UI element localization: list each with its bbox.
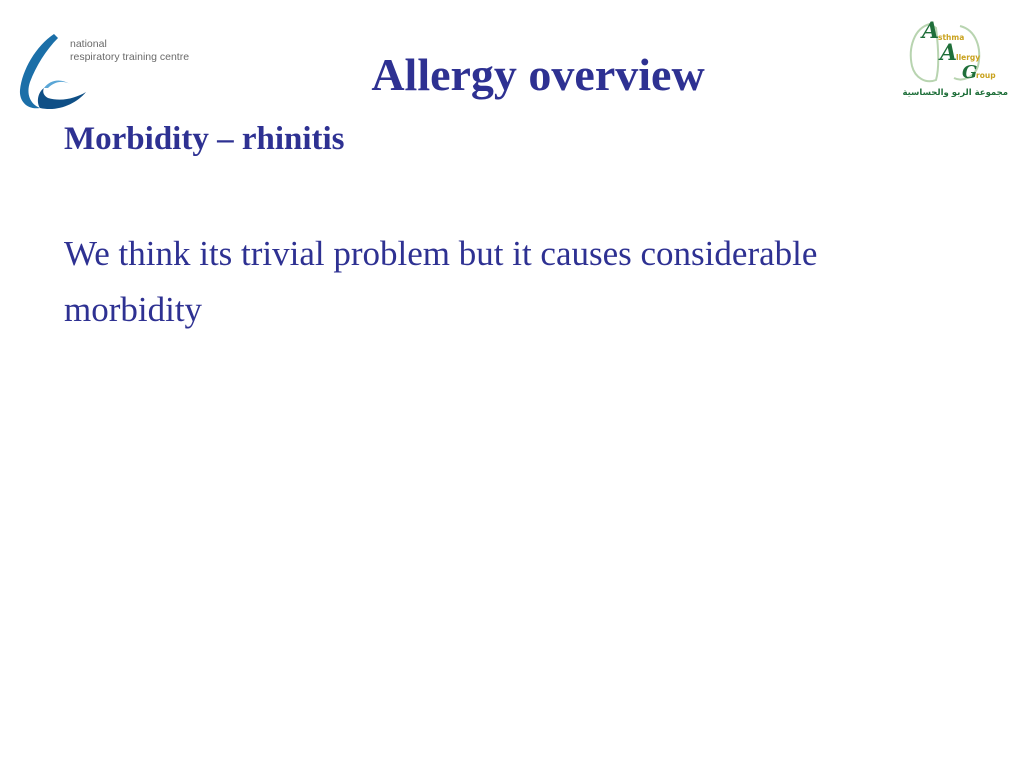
nrtc-logo-line2: respiratory training centre [70, 51, 190, 63]
slide-subtitle: Morbidity – rhinitis [64, 121, 345, 157]
aag-word-allergy: llergy [956, 53, 981, 62]
aag-letter-a1: A [922, 18, 940, 44]
slide-title: Allergy overview [371, 49, 705, 100]
aag-letter-a2: A [940, 40, 958, 66]
slide-body-text: We think its trivial problem but it causes considerable morbidity [64, 234, 818, 329]
nrtc-logo-line1: national [70, 38, 107, 50]
aag-word-group: roup [976, 71, 996, 80]
aag-word-asthma: sthma [938, 33, 965, 42]
aag-letter-g: G [962, 62, 978, 83]
aag-arabic-name: مجموعة الربو والحساسية [902, 88, 1008, 98]
